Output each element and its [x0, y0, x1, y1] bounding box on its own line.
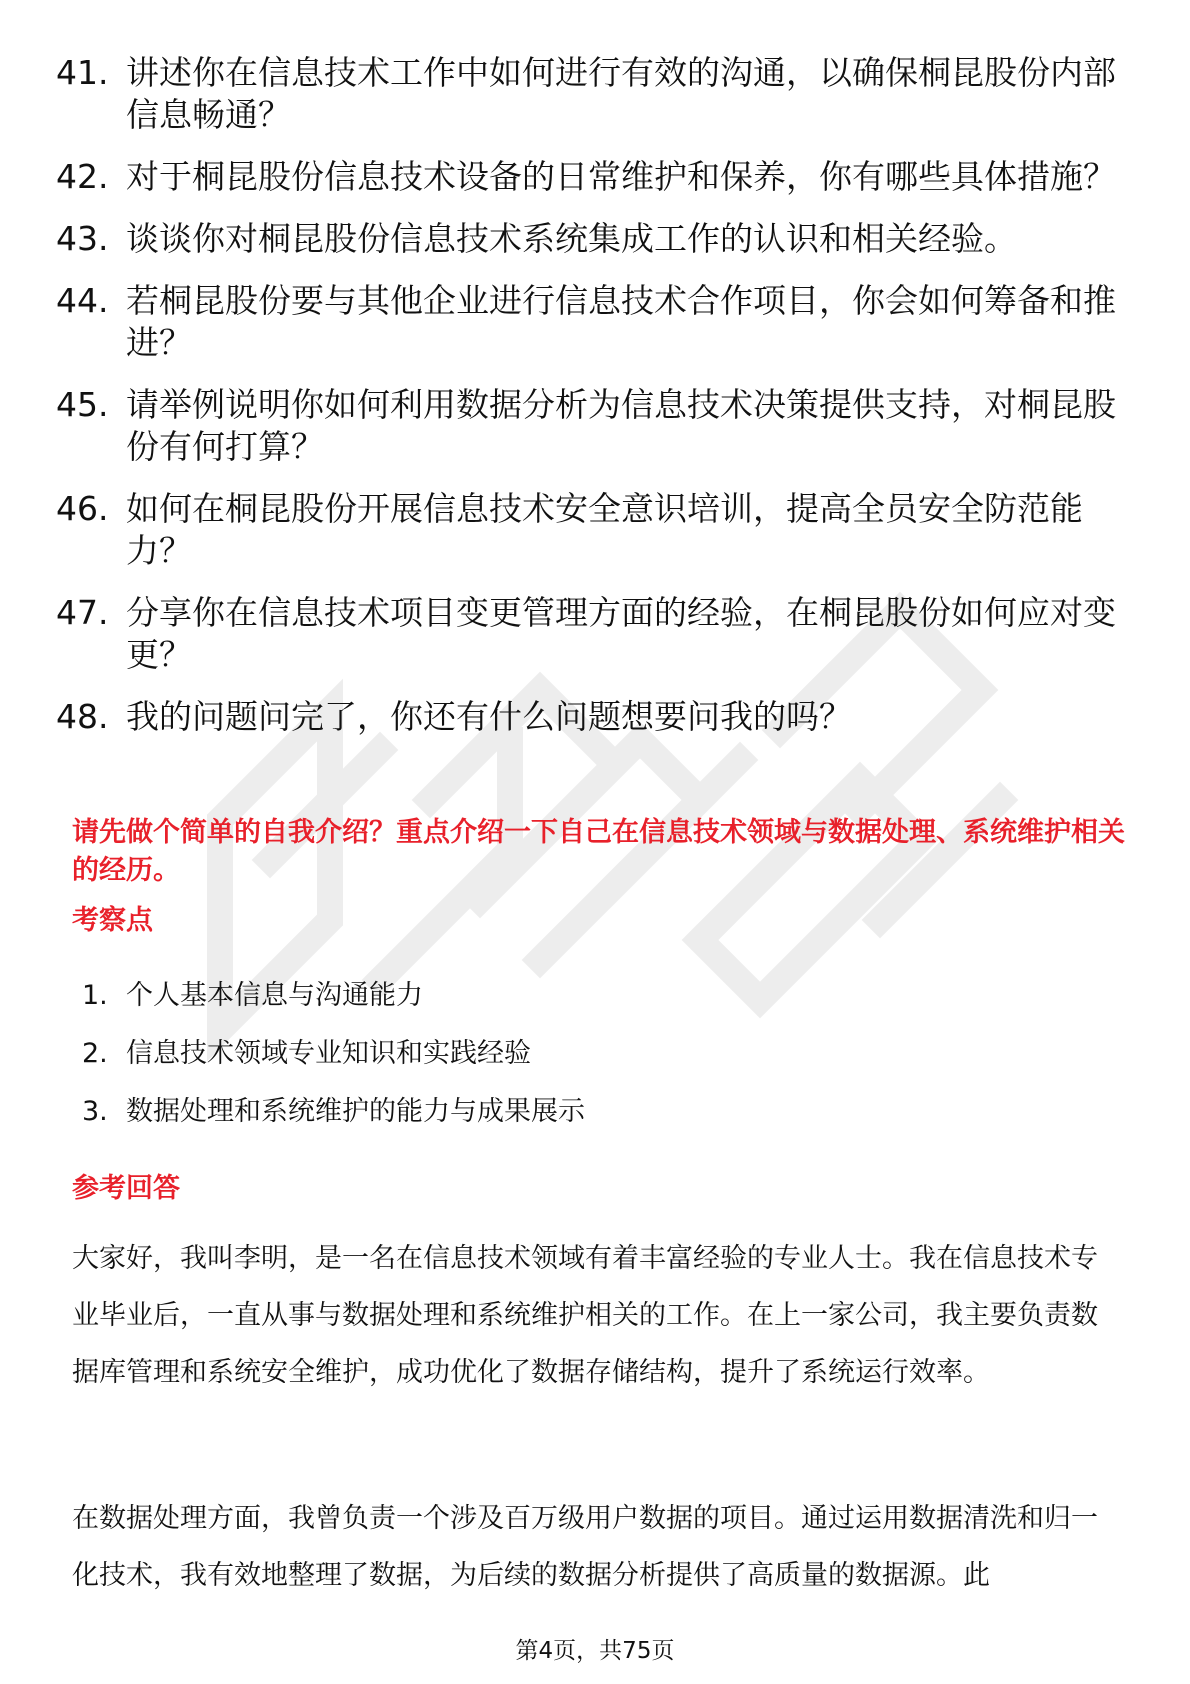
question-text: 分享你在信息技术项目变更管理方面的经验，在桐昆股份如何应对变更？: [126, 593, 1116, 674]
question-item: [56, 488, 1136, 572]
assessment-point: [82, 1094, 585, 1152]
question-item: [56, 280, 1136, 364]
question-item: [56, 592, 1136, 676]
point-text: 信息技术领域专业知识和实践经验: [126, 1038, 531, 1069]
question-number: 44.: [56, 281, 109, 320]
question-text: 我的问题问完了，你还有什么问题想要问我的吗？: [126, 697, 852, 736]
question-number: 45.: [56, 385, 109, 424]
question-text: 若桐昆股份要与其他企业进行信息技术合作项目，你会如何筹备和推进？: [126, 281, 1116, 362]
point-text: 个人基本信息与沟通能力: [126, 980, 423, 1011]
assessment-point: [82, 978, 585, 1036]
assessment-points-list: [82, 978, 585, 1152]
reference-answer-heading: 参考回答: [72, 1173, 180, 1204]
question-number: 47.: [56, 593, 109, 632]
question-item: [56, 218, 1136, 260]
question-text: 谈谈你对桐昆股份信息技术系统集成工作的认识和相关经验。: [126, 219, 1017, 258]
point-number: 1.: [82, 980, 108, 1011]
question-text: 如何在桐昆股份开展信息技术安全意识培训，提高全员安全防范能力？: [126, 489, 1083, 570]
point-number: 3.: [82, 1096, 108, 1127]
answer-paragraph: 在数据处理方面，我曾负责一个涉及百万级用户数据的项目。通过运用数据清洗和归一化技术，我有效地整理了数据，为后续的数据分析提供了高质量的数据源。此: [72, 1503, 1098, 1591]
question-number: 46.: [56, 489, 109, 528]
page-footer: 第4页，共75页: [515, 1638, 675, 1664]
point-text: 数据处理和系统维护的能力与成果展示: [126, 1096, 585, 1127]
question-text: 请举例说明你如何利用数据分析为信息技术决策提供支持，对桐昆股份有何打算？: [126, 385, 1116, 466]
assessment-points-heading: 考察点: [72, 905, 153, 936]
question-list: [56, 52, 1136, 758]
answer-paragraph: 大家好，我叫李明，是一名在信息技术领域有着丰富经验的专业人士。我在信息技术专业毕业后，一直从事与数据处理和系统维护相关的工作。在上一家公司，我主要负责数据库管理和系统安全维护，成功优化了数据存储结构，提升了系统运行效率。: [72, 1243, 1098, 1388]
question-item: [56, 156, 1136, 198]
question-number: 42.: [56, 157, 109, 196]
question-text: 讲述你在信息技术工作中如何进行有效的沟通，以确保桐昆股份内部信息畅通？: [126, 53, 1116, 134]
question-number: 41.: [56, 53, 109, 92]
question-item: [56, 696, 1136, 738]
question-number: 48.: [56, 697, 109, 736]
question-item: [56, 52, 1136, 136]
point-number: 2.: [82, 1038, 108, 1069]
question-item: [56, 384, 1136, 468]
question-text: 对于桐昆股份信息技术设备的日常维护和保养，你有哪些具体措施？: [126, 157, 1116, 196]
question-number: 43.: [56, 219, 109, 258]
interview-question-heading: 请先做个简单的自我介绍？重点介绍一下自己在信息技术领域与数据处理、系统维护相关的经历。: [72, 817, 1125, 886]
assessment-point: [82, 1036, 585, 1094]
